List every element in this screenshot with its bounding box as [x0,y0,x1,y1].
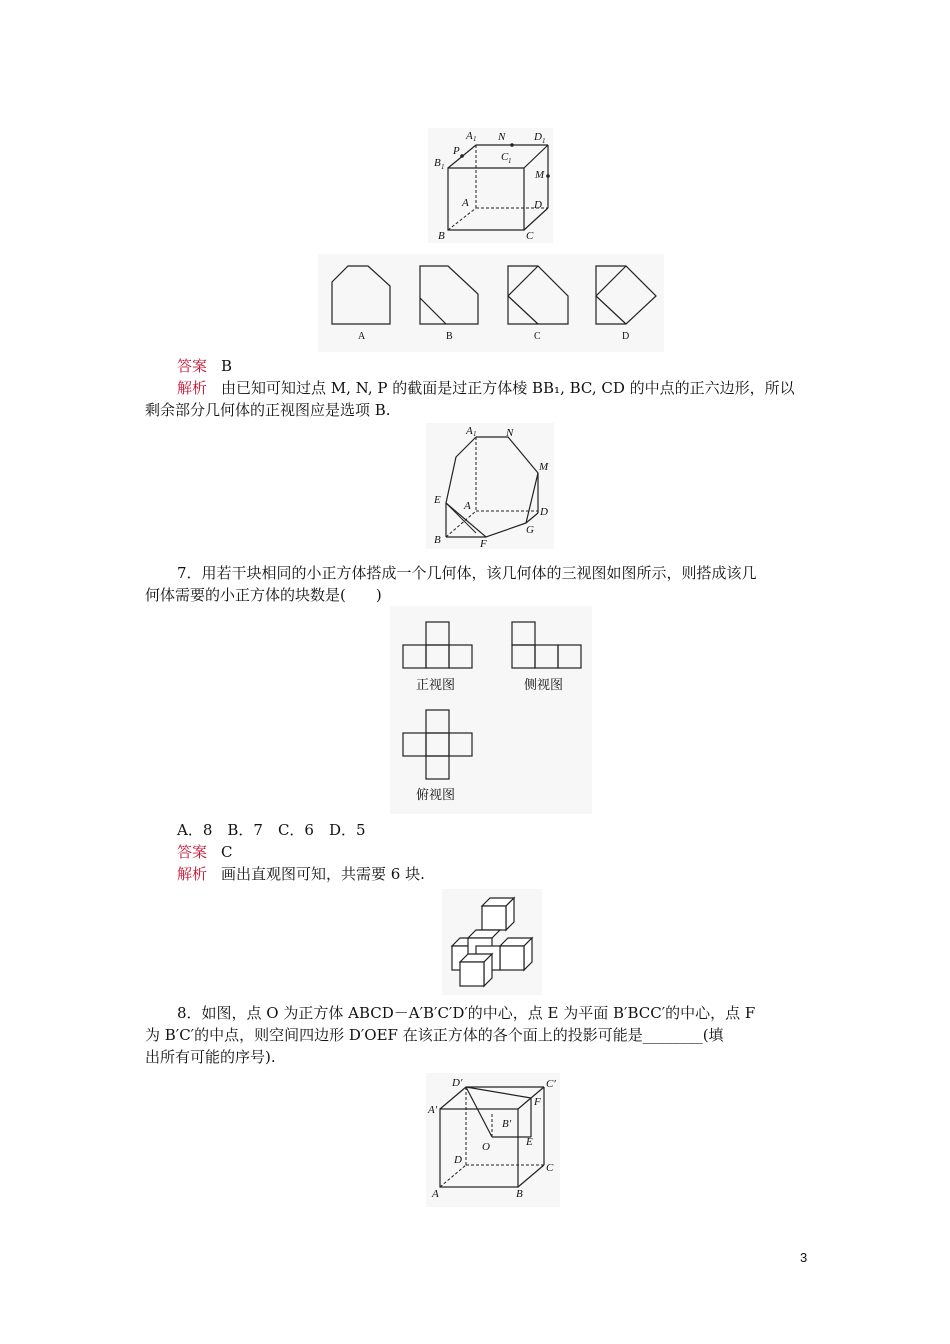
label-a1: A [466,425,473,437]
label-b: B [516,1188,523,1200]
option-label-c: C [534,331,541,342]
label-e: E [526,1136,533,1148]
label-d: D [454,1154,462,1166]
label-a: A [464,500,471,512]
label-f: F [480,538,487,549]
label-c: C [526,230,534,242]
analysis-text: 由已知可知过点 M, N, P 的截面是过正方体棱 BB₁, BC, CD 的中点的正六边形，所以 [221,379,795,397]
answer-tag: 答案 [177,357,208,375]
option-label-a: A [358,331,366,342]
label-d: D [534,199,542,211]
q6-analysis-cont: 剩余部分几何体的正视图应是选项 B. [145,401,391,419]
label-b: B [434,534,441,546]
figure-three-views [390,606,592,814]
label-d1: D [534,131,542,143]
label-m: M [535,169,545,181]
label-d-prime: D′ [452,1077,463,1089]
option-label-b: B [446,331,453,342]
q7-stem-cont: 何体需要的小正方体的块数是( ) [145,586,382,604]
label-b1-sub: 1 [441,163,445,171]
label-side-view: 侧视图 [524,678,564,693]
label-a: A [432,1188,439,1200]
q7-answer [145,841,857,863]
answer-tag: 答案 [177,843,208,861]
label-g: G [526,524,534,536]
figure-cube-oef [426,1073,560,1207]
label-o: O [482,1141,490,1153]
label-c1-sub: 1 [508,157,512,165]
label-a1-sub: 1 [473,430,477,438]
label-b: B [438,230,445,242]
q7-stem: 7．用若干块相同的小正方体搭成一个几何体，该几何体的三视图如图所示，则搭成该几 [177,564,757,582]
analysis-tag: 解析 [177,379,208,397]
q8-stem: 8．如图，点 O 为正方体 ABCD－A′B′C′D′的中心，点 E 为平面 B′BCC′的中心，点 F [177,1004,756,1022]
analysis-tag: 解析 [177,865,208,883]
label-a: A [462,197,469,209]
label-c-prime: C′ [546,1078,556,1090]
option-label-d: D [622,331,630,342]
q7-options: A．8 B．7 C．6 D．5 [177,821,366,839]
q8-stem-cont2: 出所有可能的序号). [145,1048,276,1066]
label-c1: C [501,151,509,163]
label-a-prime: A′ [428,1104,438,1116]
figure-hexagon-section [426,423,554,549]
label-e: E [434,494,441,506]
label-p: P [453,145,460,157]
figure-cube-stack [442,889,542,995]
label-a1-sub: 1 [473,135,477,143]
q6-answer [145,355,857,377]
label-top-view: 俯视图 [416,788,456,803]
label-f: F [534,1096,541,1108]
analysis-text: 画出直观图可知，共需要 6 块. [221,865,425,883]
label-d1-sub: 1 [542,137,546,145]
q7-analysis [145,863,857,885]
q8-stem-cont1: 为 B′C′的中点，则空间四边形 D′OEF 在该正方体的各个面上的投影可能是________(填 [145,1026,724,1044]
label-b1: B [434,157,441,169]
figure-option-views [318,254,664,352]
label-a1: A [466,130,473,142]
label-d: D [540,506,548,518]
label-n: N [506,427,514,439]
label-front-view: 正视图 [416,678,456,693]
q6-analysis [145,377,857,399]
answer-value: C [221,843,233,861]
label-b-prime: B′ [502,1118,512,1130]
answer-value: B [221,357,233,375]
label-m: M [539,461,549,473]
label-c: C [546,1162,554,1174]
page-number: 3 [800,1250,808,1265]
figure-cube-mnp [428,128,553,243]
label-n: N [498,131,506,143]
